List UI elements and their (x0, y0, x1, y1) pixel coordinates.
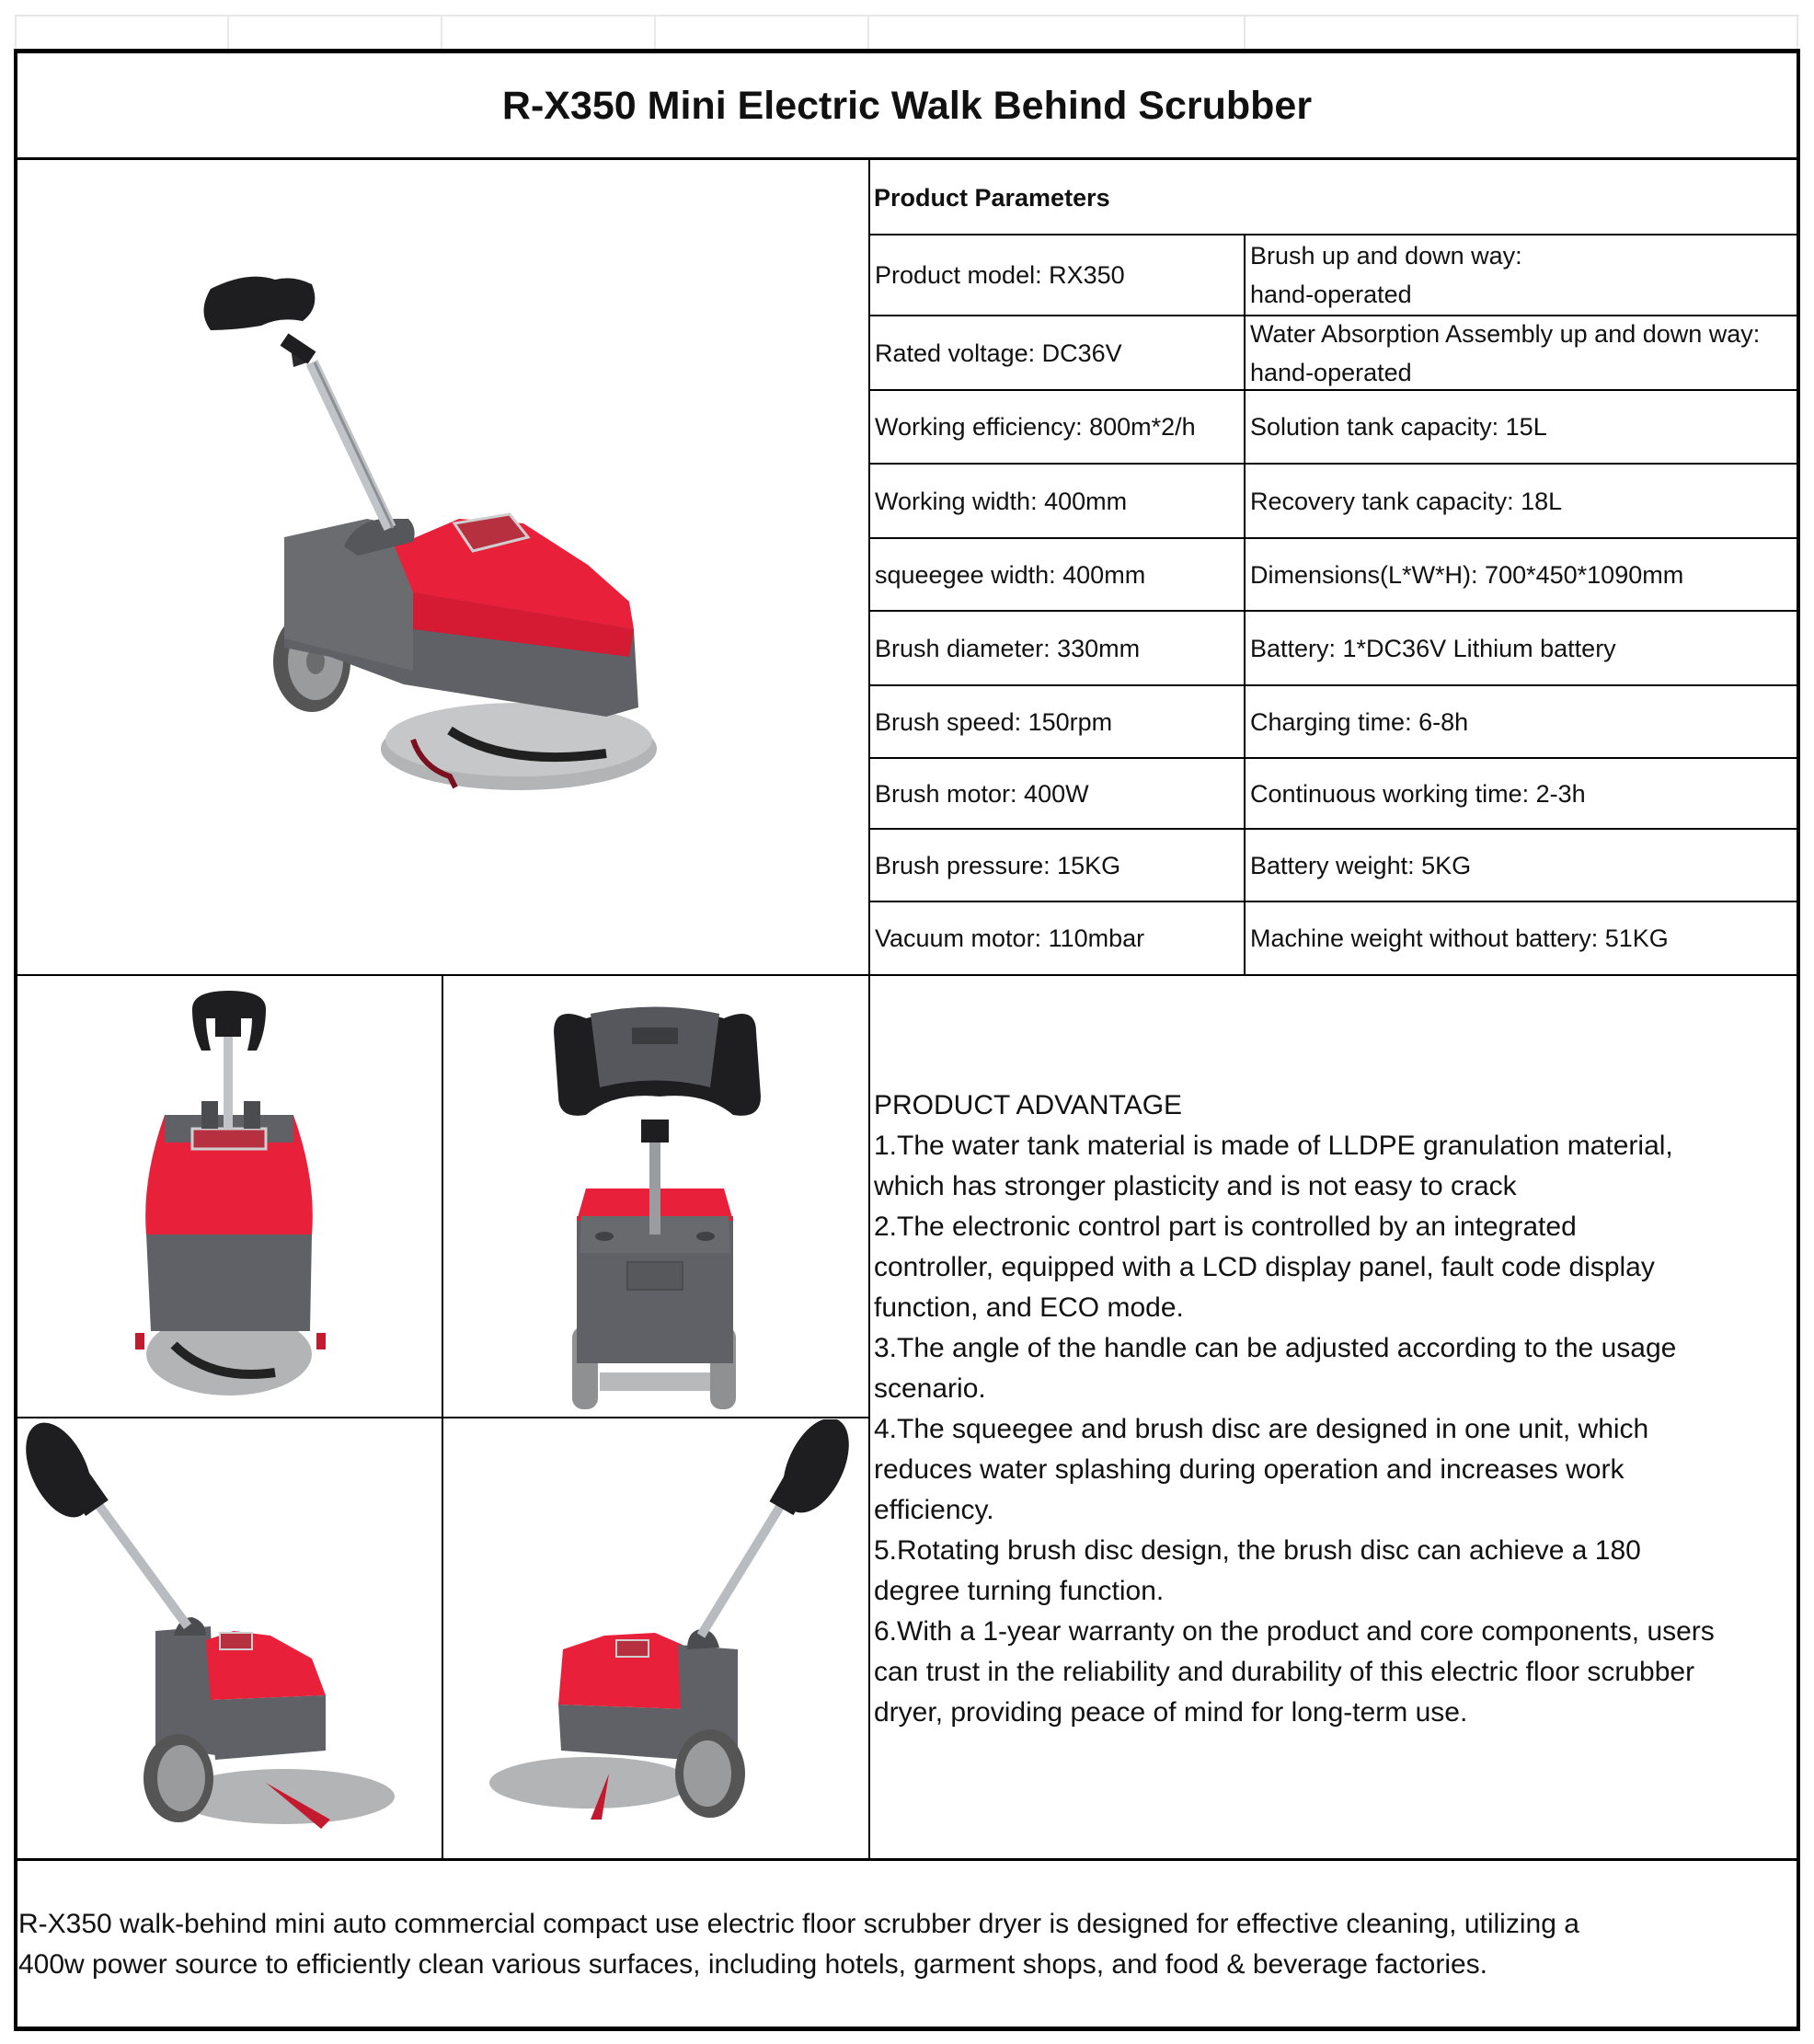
grid-line (441, 17, 442, 52)
advantage-line: efficiency. (874, 1495, 994, 1525)
param-squeegee-width: squeegee width: 400mm (875, 560, 1146, 589)
description-line: R-X350 walk-behind mini auto commercial compact use electric floor scrubber dryer is designed for effective cleaning, utilizing a (18, 1909, 1579, 1939)
advantage-line: 5.Rotating brush disc design, the brush disc can achieve a 180 (874, 1535, 1641, 1566)
advantage-line: 6.With a 1-year warranty on the product and core components, users (874, 1616, 1715, 1647)
section-divider (14, 974, 1800, 976)
param-product-model: Product model: RX350 (875, 261, 1125, 289)
advantage-line: which has stronger plasticity and is not easy to crack (874, 1171, 1517, 1201)
advantage-line: 3.The angle of the handle can be adjusted according to the usage (874, 1333, 1677, 1363)
grid-line (1797, 17, 1798, 52)
spreadsheet-grid-row (15, 15, 1799, 52)
main-product-image (17, 160, 867, 974)
grid-line (15, 17, 17, 52)
param-charging-time: Charging time: 6-8h (1250, 707, 1469, 736)
param-battery: Battery: 1*DC36V Lithium battery (1250, 634, 1616, 662)
param-machine-weight: Machine weight without battery: 51KG (1250, 924, 1669, 952)
param-solution-tank: Solution tank capacity: 15L (1250, 413, 1547, 441)
advantage-line: scenario. (874, 1373, 986, 1404)
param-working-width: Working width: 400mm (875, 487, 1128, 515)
page-title: R-X350 Mini Electric Walk Behind Scrubber (501, 83, 1313, 128)
product-image-right-side (443, 1419, 867, 1858)
scrubber-front-view (17, 977, 441, 1416)
advantage-line: degree turning function. (874, 1576, 1165, 1606)
advantage-line: can trust in the reliability and durability of this electric floor scrubber (874, 1657, 1695, 1687)
image-grid-divider (14, 1417, 869, 1418)
param-value: hand-operated (1250, 281, 1412, 308)
param-working-efficiency: Working efficiency: 800m*2/h (875, 413, 1196, 441)
product-image-left-side (17, 1419, 441, 1858)
grid-line (227, 17, 229, 52)
param-value: hand-operated (1250, 358, 1412, 386)
param-label: Water Absorption Assembly up and down way: (1250, 319, 1761, 348)
grid-line (654, 17, 656, 52)
param-vacuum-motor: Vacuum motor: 110mbar (875, 924, 1145, 952)
advantage-heading: PRODUCT ADVANTAGE (874, 1090, 1183, 1120)
param-dimensions: Dimensions(L*W*H): 700*450*1090mm (1250, 560, 1684, 589)
param-brush-diameter: Brush diameter: 330mm (875, 634, 1141, 662)
param-continuous-working-time: Continuous working time: 2-3h (1250, 779, 1586, 808)
product-image-front (17, 977, 441, 1416)
product-advantage-section (874, 1085, 1798, 1733)
product-image-rear (443, 977, 867, 1416)
section-divider (14, 1858, 1800, 1861)
scrubber-right-side-view (443, 1419, 867, 1858)
param-label: Brush up and down way: (1250, 242, 1522, 270)
scrubber-rear-view (443, 977, 867, 1416)
scrubber-three-quarter-view (17, 160, 867, 974)
grid-line (867, 17, 869, 52)
param-brush-up-down (1246, 235, 1797, 315)
param-recovery-tank: Recovery tank capacity: 18L (1250, 487, 1563, 515)
advantage-line: 2.The electronic control part is controlled by an integrated (874, 1211, 1577, 1242)
params-header: Product Parameters (874, 183, 1110, 212)
param-brush-pressure: Brush pressure: 15KG (875, 851, 1121, 879)
advantage-line: dryer, providing peace of mind for long-term use. (874, 1697, 1468, 1728)
scrubber-left-side-view (17, 1419, 441, 1858)
param-brush-speed: Brush speed: 150rpm (875, 707, 1113, 736)
param-battery-weight: Battery weight: 5KG (1250, 851, 1472, 879)
product-description (18, 1904, 1794, 1985)
advantage-line: controller, equipped with a LCD display panel, fault code display (874, 1252, 1655, 1282)
param-water-absorption (1246, 316, 1797, 389)
advantage-line: function, and ECO mode. (874, 1292, 1184, 1323)
advantage-line: 4.The squeegee and brush disc are designed in one unit, which (874, 1414, 1649, 1444)
grid-line (1244, 17, 1246, 52)
param-rated-voltage: Rated voltage: DC36V (875, 339, 1122, 367)
advantage-line: 1.The water tank material is made of LLDPE granulation material, (874, 1131, 1673, 1161)
description-line: 400w power source to efficiently clean various surfaces, including hotels, garment shops, and food & beverage factories. (18, 1949, 1488, 1980)
advantage-line: reduces water splashing during operation and increases work (874, 1454, 1625, 1485)
param-brush-motor: Brush motor: 400W (875, 779, 1089, 808)
